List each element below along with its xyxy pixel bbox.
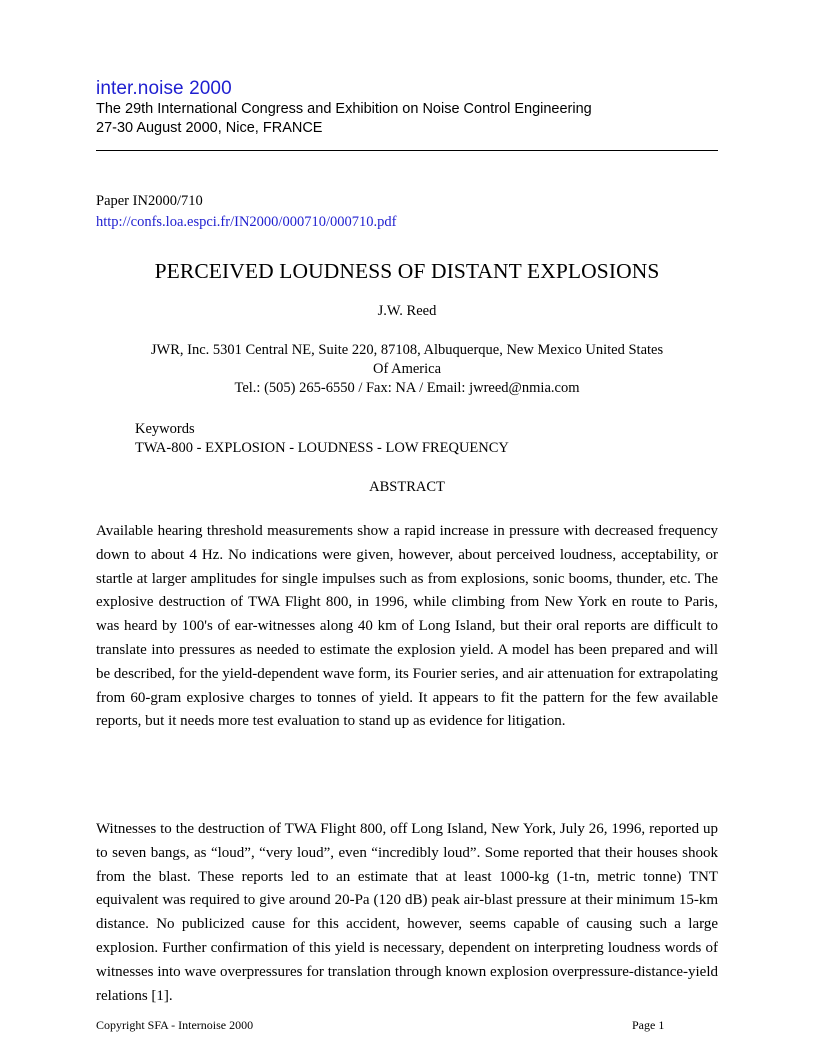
conference-dates-location: 27-30 August 2000, Nice, FRANCE bbox=[96, 120, 323, 136]
header-divider bbox=[96, 150, 718, 151]
author-name: J.W. Reed bbox=[377, 303, 437, 319]
congress-name: The 29th International Congress and Exhibition on Noise Control Engineering bbox=[96, 101, 592, 117]
body-paragraph: Witnesses to the destruction of TWA Flight 800, off Long Island, New York, July 26, 1996, reported up to seven bangs, as “loud”, “very loud”, even “incredibly loud”. Some reported that their houses shook from the blast. These reports led to an estimate that at least 1000-kg (1-tn, metric tonne) TNT equivalent was required to give around 20-Pa (120 dB) peak air-blast pressure at their minimum 15-km distance. No publicized cause for this accident, however, seems capable of causing such a large explosion. Further confirmation of this yield is necessary, dependent on interpreting loudness words of witnesses into wave overpressures for translation through known explosion overpressure-distance-yield relations [1]. bbox=[96, 821, 718, 1004]
keywords-list: TWA-800 - EXPLOSION - LOUDNESS - LOW FREQUENCY bbox=[135, 440, 509, 456]
footer-page-number: Page 1 bbox=[632, 1018, 665, 1032]
affiliation-block bbox=[96, 341, 718, 398]
affiliation-line-2: Of America bbox=[372, 361, 442, 377]
conference-title: inter.noise 2000 bbox=[96, 78, 232, 99]
paper-title: PERCEIVED LOUDNESS OF DISTANT EXPLOSIONS bbox=[154, 259, 660, 283]
keywords-heading: Keywords bbox=[135, 421, 195, 437]
footer-copyright: Copyright SFA - Internoise 2000 bbox=[96, 1018, 254, 1032]
contact-info: Tel.: (505) 265-6550 / Fax: NA / Email: jwreed@nmia.com bbox=[234, 380, 580, 396]
abstract-heading: ABSTRACT bbox=[369, 479, 445, 495]
paper-url-link[interactable]: http://confs.loa.espci.fr/IN2000/000710/000710.pdf bbox=[96, 214, 397, 230]
abstract-paragraph: Available hearing threshold measurements show a rapid increase in pressure with decreased frequency down to about 4 Hz. No indications were given, however, about perceived loudness, acceptability, or startle at larger amplitudes for single impulses such as from explosions, sonic booms, thunder, etc. The explosive destruction of TWA Flight 800, in 1996, while climbing from New York en route to Paris, was heard by 100's of ear-witnesses along 40 km of Long Island, but their oral reports are difficult to translate into pressures as needed to estimate the explosion yield. A model has been prepared and will be described, for the yield-dependent wave form, its Fourier series, and air attenuation for extrapolating from 60-gram explosive charges to tonnes of yield. It appears to fit the pattern for the few available reports, but it needs more test evaluation to stand up as evidence for litigation. bbox=[96, 523, 718, 730]
paper-id: Paper IN2000/710 bbox=[96, 193, 203, 209]
affiliation-line-1: JWR, Inc. 5301 Central NE, Suite 220, 87108, Albuquerque, New Mexico United States bbox=[150, 342, 664, 358]
